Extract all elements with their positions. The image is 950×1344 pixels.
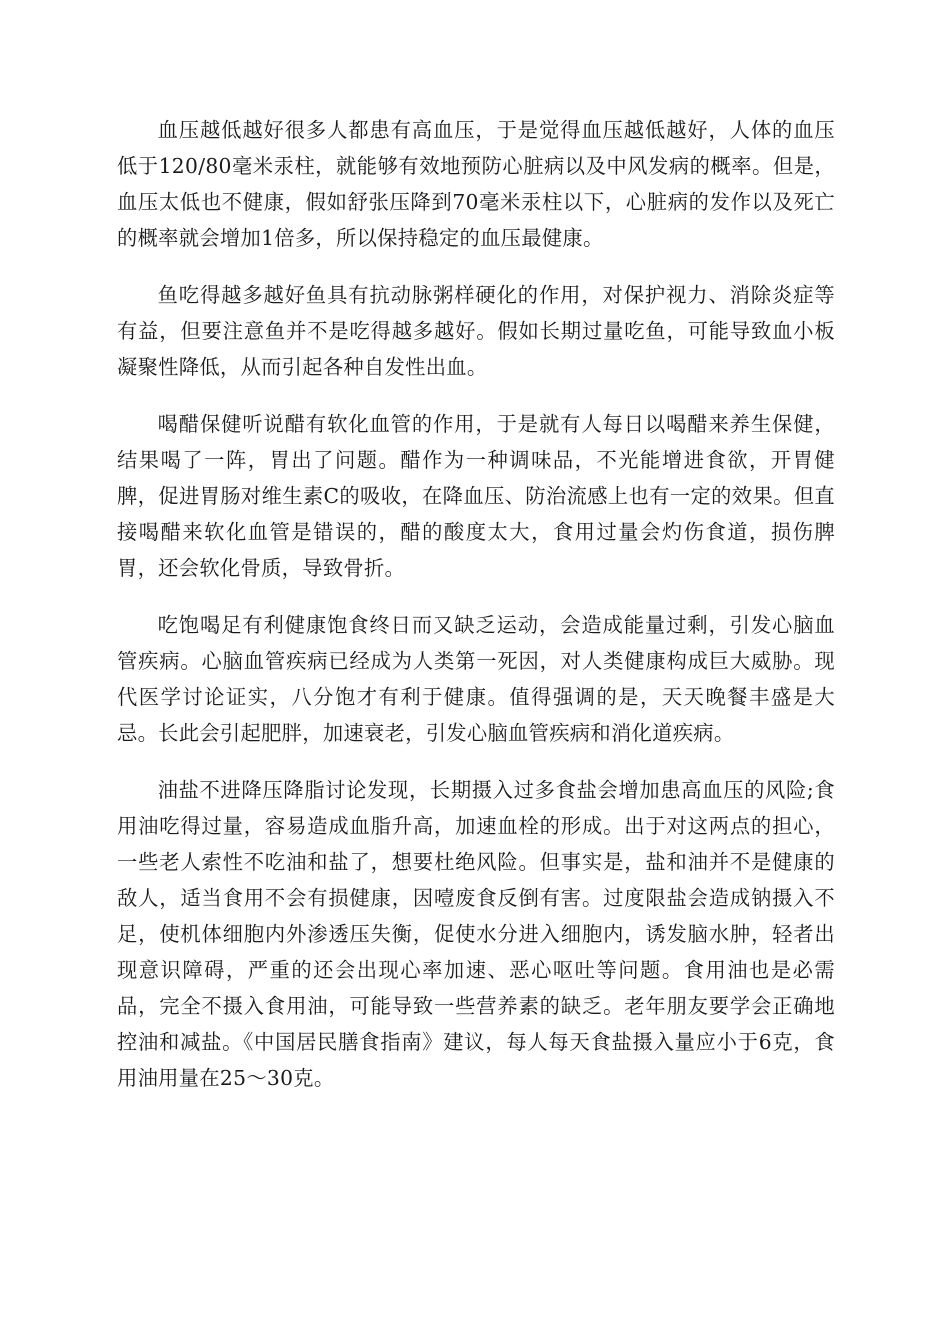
paragraph-oil-salt: 油盐不进降压降脂讨论发现，长期摄入过多食盐会增加患高血压的风险;食用油吃得过量，容易造成血脂升高，加速血栓的形成。出于对这两点的担心，一些老人索性不吃油和盐了，想要杜绝风险。但事实是，盐和油并不是健康的敌人，适当食用不会有损健康，因噎废食反倒有害。过度限盐会造成钠摄入不足，使机体细胞内外渗透压失衡，促使水分进入细胞内，诱发脑水肿，轻者出现意识障碍，严重的还会出现心率加速、恶心呕吐等问题。食用油也是必需品，完全不摄入食用油，可能导致一些营养素的缺乏。老年朋友要学会正确地控油和减盐。《中国居民膳食指南》建议，每人每天食盐摄入量应小于6克，食用油用量在25～30克。	[117, 778, 835, 1090]
paragraph-vinegar: 喝醋保健听说醋有软化血管的作用，于是就有人每日以喝醋来养生保健，结果喝了一阵，胃出了问题。醋作为一种调味品，不光能增进食欲，开胃健脾，促进胃肠对维生素C的吸收，在降血压、防治流感上也有一定的效果。但直接喝醋来软化血管是错误的，醋的酸度太大，食用过量会灼伤食道，损伤脾胃，还会软化骨质，导致骨折。	[117, 412, 835, 580]
document-body	[117, 112, 835, 1117]
paragraph-fish: 鱼吃得越多越好鱼具有抗动脉粥样硬化的作用，对保护视力、消除炎症等有益，但要注意鱼并不是吃得越多越好。假如长期过量吃鱼，可能导致血小板凝聚性降低，从而引起各种自发性出血。	[117, 283, 835, 379]
paragraph-overeating: 吃饱喝足有利健康饱食终日而又缺乏运动，会造成能量过剩，引发心脑血管疾病。心脑血管疾病已经成为人类第一死因，对人类健康构成巨大威胁。现代医学讨论证实，八分饱才有利于健康。值得强调的是，天天晚餐丰盛是大忌。长此会引起肥胖，加速衰老，引发心脑血管疾病和消化道疾病。	[117, 613, 835, 745]
paragraph-blood-pressure: 血压越低越好很多人都患有高血压，于是觉得血压越低越好，人体的血压低于120/80毫米汞柱，就能够有效地预防心脏病以及中风发病的概率。但是，血压太低也不健康，假如舒张压降到70毫米汞柱以下，心脏病的发作以及死亡的概率就会增加1倍多，所以保持稳定的血压最健康。	[117, 118, 835, 250]
